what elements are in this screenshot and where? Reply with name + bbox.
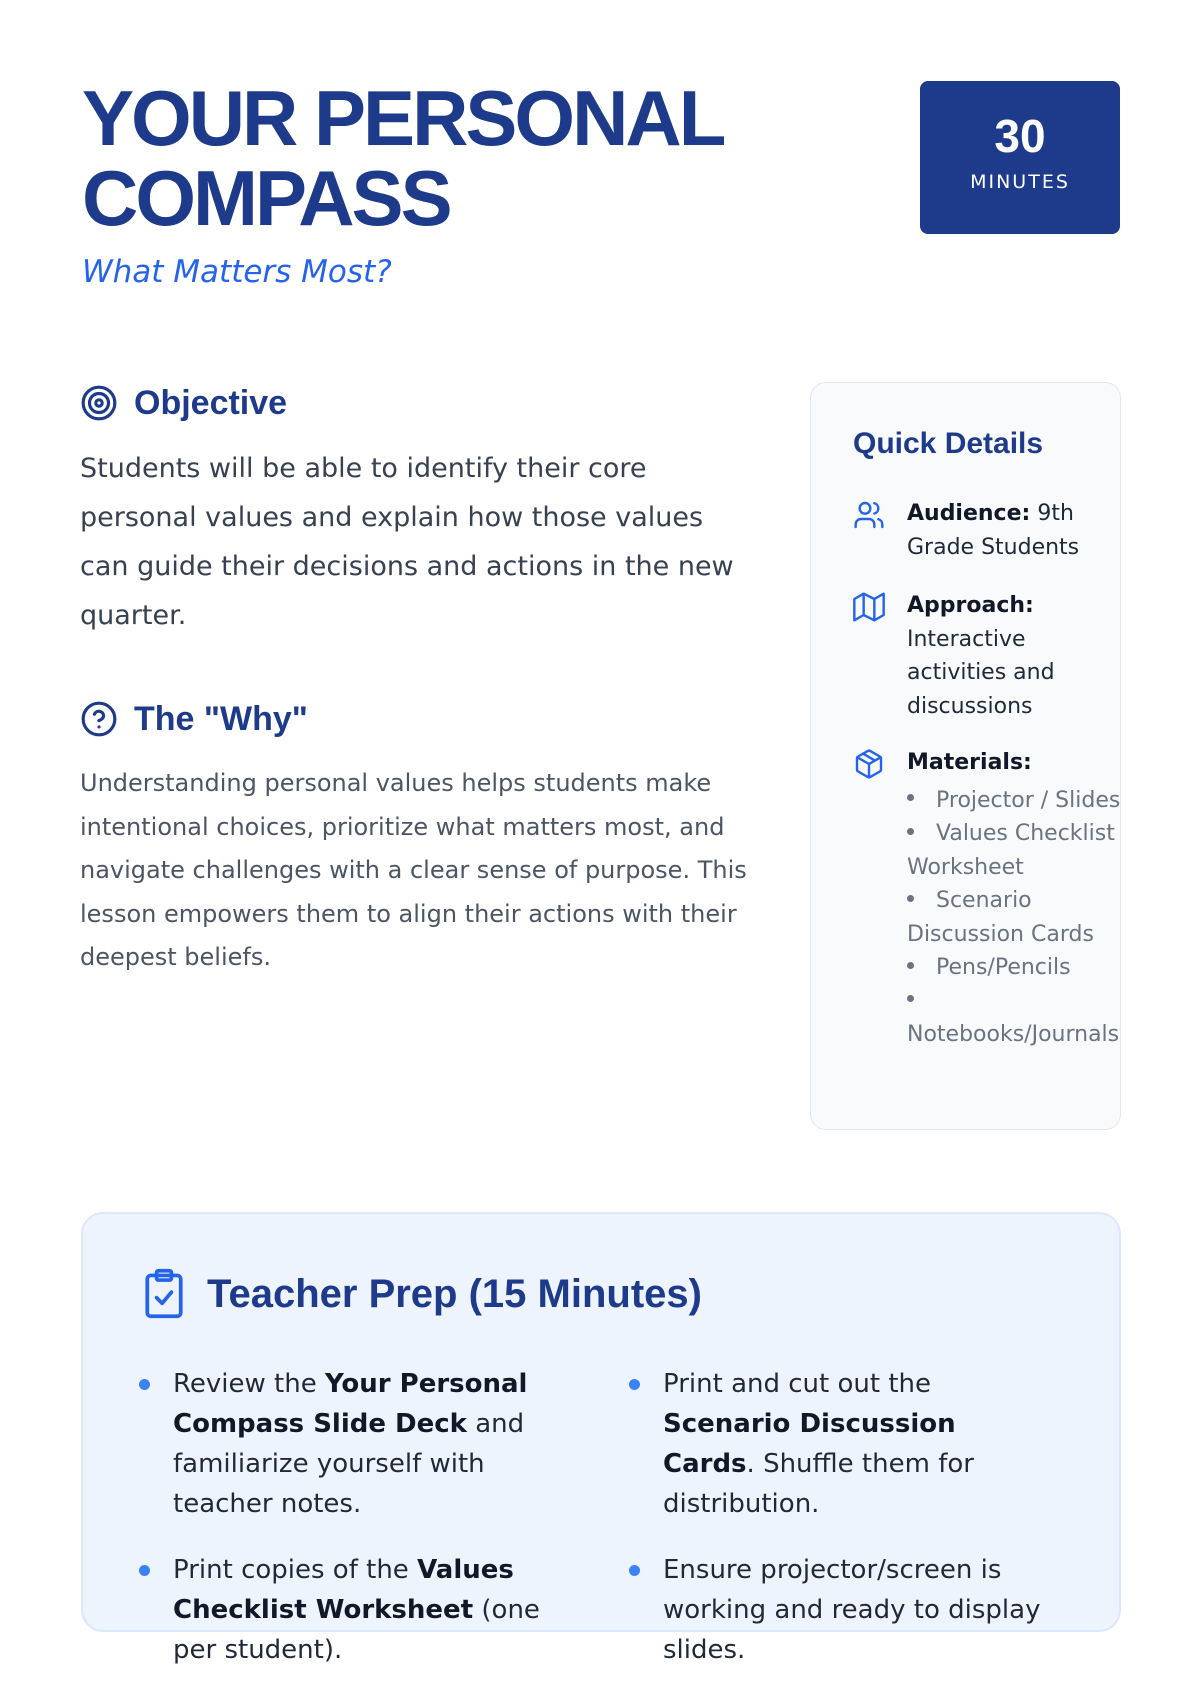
objective-heading: Objective: [134, 383, 288, 422]
teacher-prep-panel: [81, 1212, 1121, 1665]
duration-badge: [920, 81, 1120, 234]
package-icon: [853, 748, 885, 780]
duration-value: 30: [994, 110, 1046, 162]
clipboard-check-icon: [141, 1268, 187, 1320]
quick-details-heading: Quick Details: [853, 427, 1044, 460]
approach-row: [853, 589, 1123, 723]
users-icon: [853, 499, 885, 531]
materials-row: [853, 746, 1123, 1052]
material-item: Scenario Discussion Cards: [907, 888, 1094, 947]
objective-heading-row: [80, 378, 760, 428]
question-circle-icon: [80, 700, 118, 738]
prep-item: Ensure projector/screen is working and ready to display slides.: [629, 1550, 1049, 1670]
material-item: Projector / Slides: [907, 784, 1127, 818]
materials-label: Materials:: [907, 750, 1032, 775]
material-item: Pens/Pencils: [907, 951, 1127, 985]
prep-item: Print and cut out the Scenario Discussion Cards. Shuffle them for distribution.: [629, 1364, 1049, 1524]
prep-item: Print copies of the Values Checklist Worksheet (one per student).: [139, 1550, 559, 1670]
prep-item: Review the Your Personal Compass Slide Deck and familiarize yourself with teacher notes.: [139, 1364, 559, 1524]
material-item: Values Checklist Worksheet: [907, 821, 1115, 880]
duration-unit: MINUTES: [970, 171, 1070, 193]
audience-value: 9th Grade Students: [907, 501, 1080, 560]
prep-list-left: [139, 1364, 559, 1696]
material-item: Notebooks/Journals: [907, 985, 1127, 1052]
teacher-prep-heading: Teacher Prep (15 Minutes): [207, 1271, 702, 1316]
why-text: Understanding personal values helps students make intentional choices, prioritize what matters most, and navigate challenges with a clear sense of purpose. This lesson empowers them to align their actions with their deepest beliefs.: [80, 769, 747, 971]
audience-label: Audience:: [907, 501, 1031, 526]
main-content: [80, 378, 760, 980]
target-icon: [80, 384, 118, 422]
audience-row: [853, 497, 1123, 564]
header: [82, 74, 1122, 290]
quick-details-card: [810, 382, 1121, 1130]
approach-value: Interactive activities and discussions: [907, 626, 1055, 719]
prep-list-right: [629, 1364, 1049, 1696]
teacher-prep-heading-row: [141, 1268, 702, 1320]
approach-label: Approach:: [907, 593, 1034, 618]
page-title: YOUR PERSONAL COMPASS: [82, 74, 722, 242]
map-icon: [853, 591, 885, 623]
page-subtitle: What Matters Most?: [82, 254, 392, 290]
objective-text: Students will be able to identify their core personal values and explain how those values can guide their decisions and actions in the new quarter.: [80, 453, 734, 631]
why-heading: The "Why": [134, 699, 308, 738]
why-heading-row: [80, 694, 760, 744]
materials-list: [907, 784, 1127, 1052]
